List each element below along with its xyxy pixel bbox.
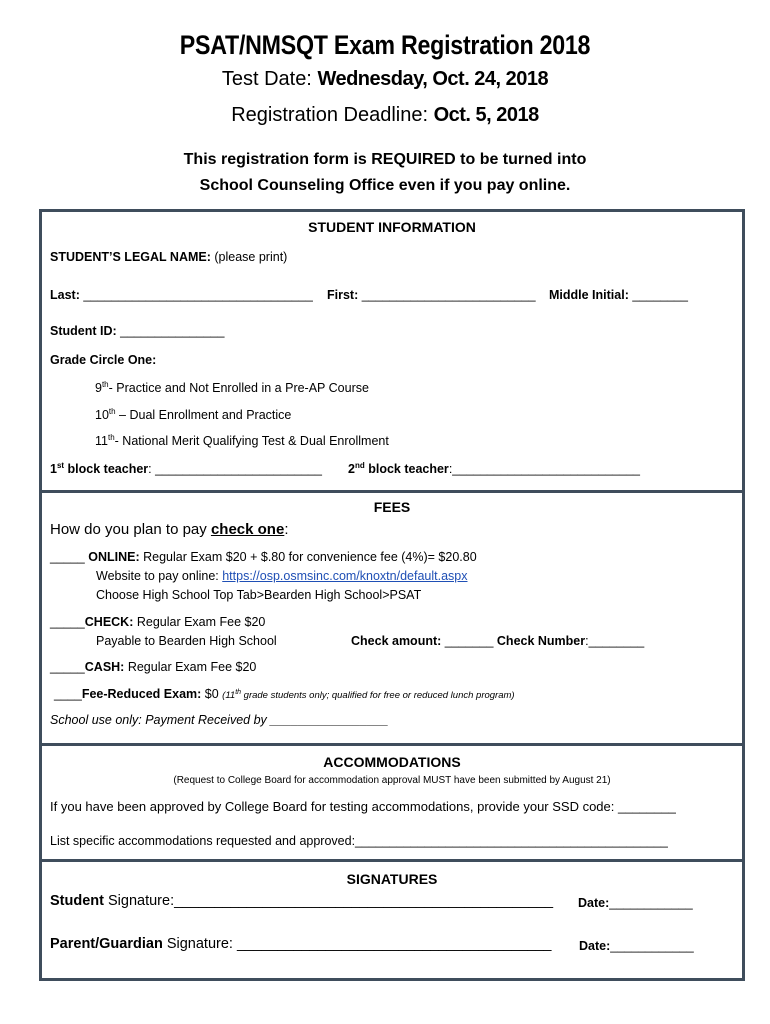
middle-initial-field[interactable] (549, 288, 688, 302)
school-use-line: School use only: Payment Received by _________________ (50, 713, 389, 727)
section-divider (39, 490, 745, 493)
block-teacher-label: block teacher (64, 462, 149, 477)
website-label: Website to pay online: (96, 569, 223, 583)
legal-name-label: STUDENT’S LEGAL NAME: (50, 250, 211, 264)
choose-instructions: Choose High School Top Tab>Bearden High School>PSAT (96, 588, 422, 602)
payment-question-suffix: : (284, 521, 289, 538)
grade-option-10[interactable] (95, 407, 291, 422)
student-date-label: Date: (578, 896, 610, 910)
check-checkbox-blank[interactable]: _____ (50, 615, 85, 629)
deadline-label: Registration Deadline: (231, 104, 429, 126)
check-number-label: Check Number (496, 634, 586, 648)
student-signature-field[interactable] (50, 893, 553, 909)
grade-number: 11 (95, 434, 108, 449)
first-name-blank[interactable]: _________________________ (361, 288, 536, 302)
payment-question (50, 521, 288, 538)
parent-signature-label: Parent/Guardian (50, 936, 163, 952)
accommodations-note: (Request to College Board for accommodation approval MUST have been submitted by August 21) (173, 775, 611, 786)
fee-reduced-note-pre: (11 (222, 690, 236, 701)
grade-label-text: Grade Circle One: (50, 353, 157, 367)
fee-reduced-note-sup: th (235, 688, 242, 696)
student-date-blank[interactable]: ____________ (609, 896, 693, 910)
student-signature-label: Student (50, 893, 104, 909)
first-name-field[interactable] (327, 288, 536, 302)
test-date-value: Wednesday, Oct. 24, 2018 (317, 68, 549, 90)
test-date (0, 68, 770, 91)
online-checkbox-blank[interactable]: _____ (50, 550, 89, 564)
check-amount-label: Check amount: (351, 634, 442, 648)
second-block-teacher-blank[interactable]: :___________________________ (448, 462, 640, 477)
fee-reduced-option[interactable] (54, 687, 515, 701)
student-id-label: Student ID: (50, 324, 117, 338)
online-description: Regular Exam $20 + $.80 for convenience fee (4%)= $20.80 (139, 550, 477, 564)
block-teacher-label: block teacher (364, 462, 449, 477)
ssd-code-field[interactable]: If you have been approved by College Board for testing accommodations, provide your SSD code: ________ (50, 799, 676, 814)
section-divider (39, 743, 745, 746)
block-number: 1 (50, 462, 57, 477)
middle-initial-label: Middle Initial: (549, 288, 629, 302)
section-divider (39, 859, 745, 862)
last-name-label: Last: (50, 288, 80, 302)
parent-date-label: Date: (579, 939, 611, 953)
fee-reduced-note-post: grade students only; qualified for free or reduced lunch program) (241, 690, 515, 701)
grade-number: 9 (95, 381, 102, 396)
signatures-heading: SIGNATURES (346, 871, 438, 887)
online-option[interactable] (50, 550, 477, 564)
grade-description: - Practice and Not Enrolled in a Pre-AP Course (108, 381, 369, 396)
website-row (96, 569, 468, 583)
student-date-field[interactable] (578, 896, 693, 910)
fee-reduced-note (222, 690, 514, 701)
parent-signature-blank[interactable]: Signature: _______________________________________ (162, 936, 552, 952)
parent-date-field[interactable] (579, 939, 694, 953)
second-block-teacher-field[interactable] (348, 461, 640, 476)
check-amount-field[interactable] (351, 634, 644, 648)
accommodations-heading: ACCOMMODATIONS (323, 754, 461, 770)
check-label: CHECK: (84, 615, 134, 629)
fees-heading: FEES (373, 499, 411, 515)
student-info-heading: STUDENT INFORMATION (308, 219, 476, 235)
grade-description: - National Merit Qualifying Test & Dual Enrollment (114, 434, 389, 449)
grade-suffix: th (101, 380, 109, 389)
registration-deadline (0, 104, 770, 127)
student-signature-blank[interactable]: Signature:_______________________________________________ (103, 893, 554, 909)
notice-line-1: This registration form is REQUIRED to be turned into (183, 151, 587, 168)
grade-option-9[interactable] (95, 380, 369, 395)
check-option[interactable] (50, 615, 265, 629)
first-block-teacher-blank[interactable]: : ________________________ (148, 462, 322, 477)
page-title: PSAT/NMSQT Exam Registration 2018 (179, 30, 591, 60)
legal-name-hint: (please print) (214, 250, 288, 264)
fee-reduced-checkbox-blank[interactable]: ____ (54, 687, 82, 701)
grade-suffix: th (107, 433, 115, 442)
legal-name-row (50, 250, 287, 264)
payment-website-link[interactable]: https://osp.osmsinc.com/knoxtn/default.aspx (222, 569, 468, 583)
test-date-label: Test Date: (221, 68, 312, 90)
deadline-value: Oct. 5, 2018 (433, 104, 539, 126)
online-label: ONLINE: (88, 550, 140, 564)
fee-reduced-label: Fee-Reduced Exam: (81, 687, 202, 701)
block-suffix: st (56, 461, 65, 470)
grade-description: – Dual Enrollment and Practice (115, 408, 292, 423)
payment-question-emphasis: check one (210, 521, 285, 538)
grade-suffix: th (108, 407, 116, 416)
student-id-blank[interactable]: _______________ (120, 324, 225, 338)
check-number-blank[interactable]: :________ (585, 634, 645, 648)
cash-label: CASH: (84, 660, 125, 674)
middle-initial-blank[interactable]: ________ (632, 288, 688, 302)
grade-label (50, 353, 156, 367)
last-name-blank[interactable]: _________________________________ (83, 288, 313, 302)
first-block-teacher-field[interactable] (50, 461, 322, 476)
check-description: Regular Exam Fee $20 (133, 615, 266, 629)
payment-question-prefix: How do you plan to pay (50, 521, 211, 538)
parent-date-blank[interactable]: ____________ (610, 939, 694, 953)
student-id-field[interactable] (50, 324, 224, 338)
cash-description: Regular Exam Fee $20 (124, 660, 257, 674)
payable-text: Payable to Bearden High School (96, 634, 277, 648)
check-amount-blank[interactable]: _______ (441, 634, 497, 648)
block-suffix: nd (354, 461, 365, 470)
accommodations-list-field[interactable]: List specific accommodations requested and approved:_____________________________________________ (50, 834, 668, 848)
cash-option[interactable] (50, 660, 256, 674)
fee-reduced-amount: $0 (201, 687, 223, 701)
notice-line-2: School Counseling Office even if you pay online. (199, 177, 571, 194)
first-name-label: First: (327, 288, 359, 302)
last-name-field[interactable] (50, 288, 313, 302)
grade-number: 10 (95, 408, 109, 423)
cash-checkbox-blank[interactable]: _____ (50, 660, 85, 674)
block-number: 2 (348, 462, 355, 477)
grade-option-11[interactable] (95, 433, 389, 448)
parent-signature-field[interactable] (50, 936, 551, 952)
